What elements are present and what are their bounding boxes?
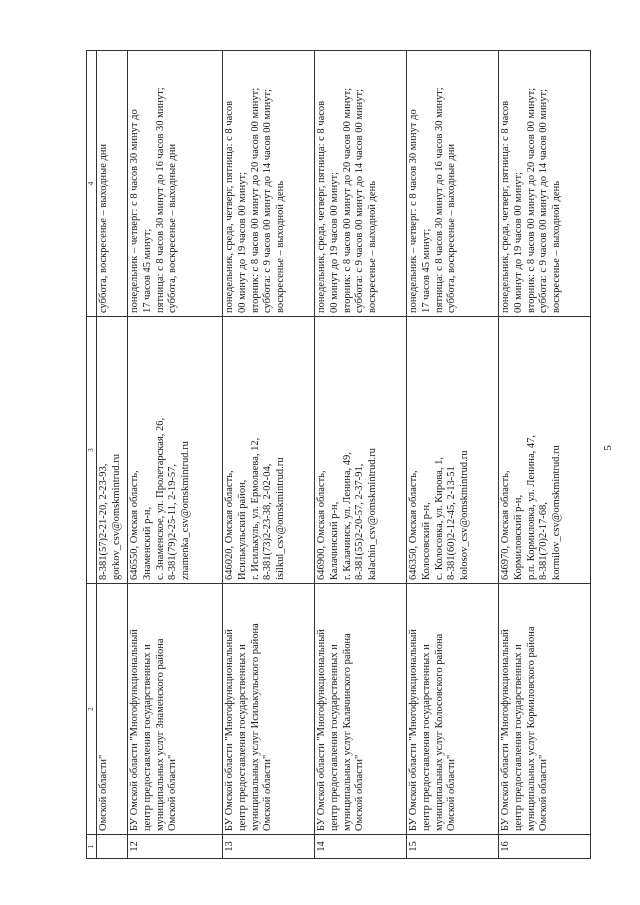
organization-cell	[223, 584, 315, 835]
hours-line: вторник: с 8 часов 00 минут до 20 часов 00 минут;	[249, 87, 261, 313]
organization-line: БУ Омской области "Многофункциональный	[129, 629, 140, 831]
contact-line: gorkov_csv@omskmintrud.ru	[110, 453, 122, 580]
hours-line: пятница: с 8 часов 30 минут до 16 часов 30 минут;	[433, 87, 445, 313]
organization-cell	[499, 584, 591, 835]
hours-line: 00 минут до 19 часов 00 минут;	[236, 171, 248, 313]
contact-cell	[407, 317, 499, 584]
organization-line: центр предоставления государственных и	[236, 644, 248, 831]
contact-line: kalachin_csv@omskmintrud.ru	[367, 448, 379, 580]
contact-line: Калачинский р-н,	[328, 501, 340, 580]
contact-line: г. Исилькуль, ул. Ермолаева, 12,	[249, 437, 261, 580]
hours-line: вторник: с 8 часов 00 минут до 20 часов 00 минут;	[525, 87, 537, 313]
hours-cell	[223, 51, 315, 317]
organization-line: Омской области"	[167, 754, 179, 831]
hours-line: понедельник, среда, четверг, пятница: с 8 часов	[224, 100, 235, 313]
hours-line: пятница: с 8 часов 30 минут до 16 часов 30 минут;	[154, 87, 166, 313]
organization-line: Омской области"	[354, 754, 366, 831]
contact-line: 8-381(60)2-12-45, 2-13-51	[446, 466, 458, 580]
hours-line: вторник: с 8 часов 00 минут до 20 часов 00 минут;	[341, 87, 353, 313]
organization-line: БУ Омской области "Многофункциональный	[224, 629, 235, 831]
organization-line: муниципальных услуг Исилькульского района	[249, 623, 261, 831]
row-number-cell: 15	[407, 835, 499, 859]
contact-line: 646900, Омская область,	[316, 470, 327, 580]
contact-line: 8-381(55)2-20-57, 2-37-91,	[354, 463, 366, 580]
hours-line: суббота: с 9 часов 00 минут до 14 часов 00 минут;	[262, 89, 274, 313]
contact-line: 8-381(73)2-23-38, 2-02-04,	[262, 463, 274, 580]
organization-line: Омской области"	[98, 754, 109, 831]
header-row	[87, 51, 97, 859]
hours-line: суббота: с 9 часов 00 минут до 14 часов 00 минут;	[354, 89, 366, 313]
hours-line: понедельник – четверг: с 8 часов 30 минут до	[129, 109, 140, 313]
organization-line: БУ Омской области "Многофункциональный	[500, 629, 511, 831]
hours-line: воскресенье – выходной день	[551, 180, 563, 313]
hours-line: суббота, воскресенье – выходные дни	[98, 143, 109, 313]
header-col-1: 1	[87, 835, 97, 859]
organization-line: муниципальных услуг Колосовского района	[433, 633, 445, 831]
hours-cell	[499, 51, 591, 317]
organization-line: муниципальных услуг Калачинского района	[341, 633, 353, 831]
table-row	[223, 51, 315, 859]
contact-cell	[499, 317, 591, 584]
hours-line: суббота: с 9 часов 00 минут до 14 часов 00 минут;	[538, 89, 550, 313]
organization-line: БУ Омской области "Многофункциональный	[316, 629, 327, 831]
contact-line: 8-381(70)2-17-68,	[538, 502, 550, 580]
contact-cell	[128, 317, 223, 584]
contact-line: с. Знаменское, ул. Пролетарская, 26,	[154, 417, 166, 580]
hours-cell	[97, 51, 128, 317]
organization-cell	[407, 584, 499, 835]
table-row	[499, 51, 591, 859]
contact-line: kormilov_csv@omskmintrud.ru	[551, 445, 563, 580]
row-number-cell: 14	[315, 835, 407, 859]
table-row	[315, 51, 407, 859]
organization-cell	[97, 584, 128, 835]
row-number-cell	[97, 835, 128, 859]
header-col-3: 3	[87, 317, 97, 584]
hours-cell	[407, 51, 499, 317]
hours-line: воскресенье – выходной день	[275, 180, 287, 313]
contact-line: 646020, Омская область,	[224, 470, 235, 580]
contact-cell	[223, 317, 315, 584]
hours-cell	[128, 51, 223, 317]
hours-line: 17 часов 45 минут;	[420, 228, 432, 313]
contact-line: kolosov_csv@omskmintrud.ru	[459, 450, 471, 580]
page-number: 5	[601, 445, 614, 451]
contact-line: Колосовский р-н,	[420, 502, 432, 580]
organization-line: муниципальных услуг Кормиловского района	[525, 626, 537, 831]
contact-line: isilkul_csv@omskmintrud.ru	[275, 457, 287, 580]
table-row	[128, 51, 223, 859]
contact-line: 8-381(57)2-21-20, 2-23-93,	[98, 463, 109, 580]
organization-line: центр предоставления государственных и	[141, 644, 153, 831]
row-number-cell: 12	[128, 835, 223, 859]
hours-cell	[315, 51, 407, 317]
contact-line: г. Калачинск, ул. Ленина, 49,	[341, 452, 353, 580]
contact-line: 646550, Омская область,	[129, 470, 140, 580]
contact-line: znamenka_csv@omskmintrud.ru	[180, 441, 192, 580]
organization-line: БУ Омской области "Многофункциональный	[408, 629, 419, 831]
row-number-cell: 13	[223, 835, 315, 859]
row-number-cell: 16	[499, 835, 591, 859]
contact-line: с. Колосовка, ул. Кирова, 1,	[433, 457, 445, 580]
organization-line: центр предоставления государственных и	[512, 644, 524, 831]
organization-line: Омской области"	[446, 754, 458, 831]
hours-line: 00 минут до 19 часов 00 минут;	[512, 171, 524, 313]
table-body	[97, 51, 591, 859]
organization-line: Омской области"	[262, 754, 274, 831]
organization-line: центр предоставления государственных и	[420, 644, 432, 831]
hours-line: 00 минут до 19 часов 00 минут;	[328, 171, 340, 313]
organization-cell	[315, 584, 407, 835]
contact-line: Кормиловский р-н,	[512, 494, 524, 580]
table-row	[407, 51, 499, 859]
hours-line: понедельник, среда, четверг, пятница: с 8 часов	[316, 100, 327, 313]
hours-line: воскресенье – выходной день	[367, 180, 379, 313]
contact-line: 646970, Омская область,	[500, 470, 511, 580]
contact-line: р.п. Кормиловка, ул. Ленина, 47,	[525, 434, 537, 580]
contact-cell	[97, 317, 128, 584]
contact-cell	[315, 317, 407, 584]
table-row	[97, 51, 128, 859]
rotated-table-container	[86, 51, 574, 859]
organization-line: Омской области"	[538, 754, 550, 831]
hours-line: суббота, воскресенье – выходные дни	[167, 143, 179, 313]
hours-line: 17 часов 45 минут;	[141, 228, 153, 313]
organization-line: муниципальных услуг Знаменского района	[154, 638, 166, 831]
contact-line: Исилькульский район,	[236, 479, 248, 580]
header-col-2: 2	[87, 584, 97, 835]
organization-cell	[128, 584, 223, 835]
organization-line: центр предоставления государственных и	[328, 644, 340, 831]
hours-line: понедельник – четверг: с 8 часов 30 минут до	[408, 109, 419, 313]
hours-line: суббота, воскресенье – выходные дни	[446, 143, 458, 313]
contact-line: 8-381(79)2-25-11, 2-19-57,	[167, 464, 179, 580]
hours-line: понедельник, среда, четверг, пятница: с 8 часов	[500, 100, 511, 313]
mfc-offices-table	[86, 50, 591, 859]
contact-line: 646350, Омская область,	[408, 470, 419, 580]
contact-line: Знаменский р-н,	[141, 506, 153, 580]
header-col-4: 4	[87, 51, 97, 317]
